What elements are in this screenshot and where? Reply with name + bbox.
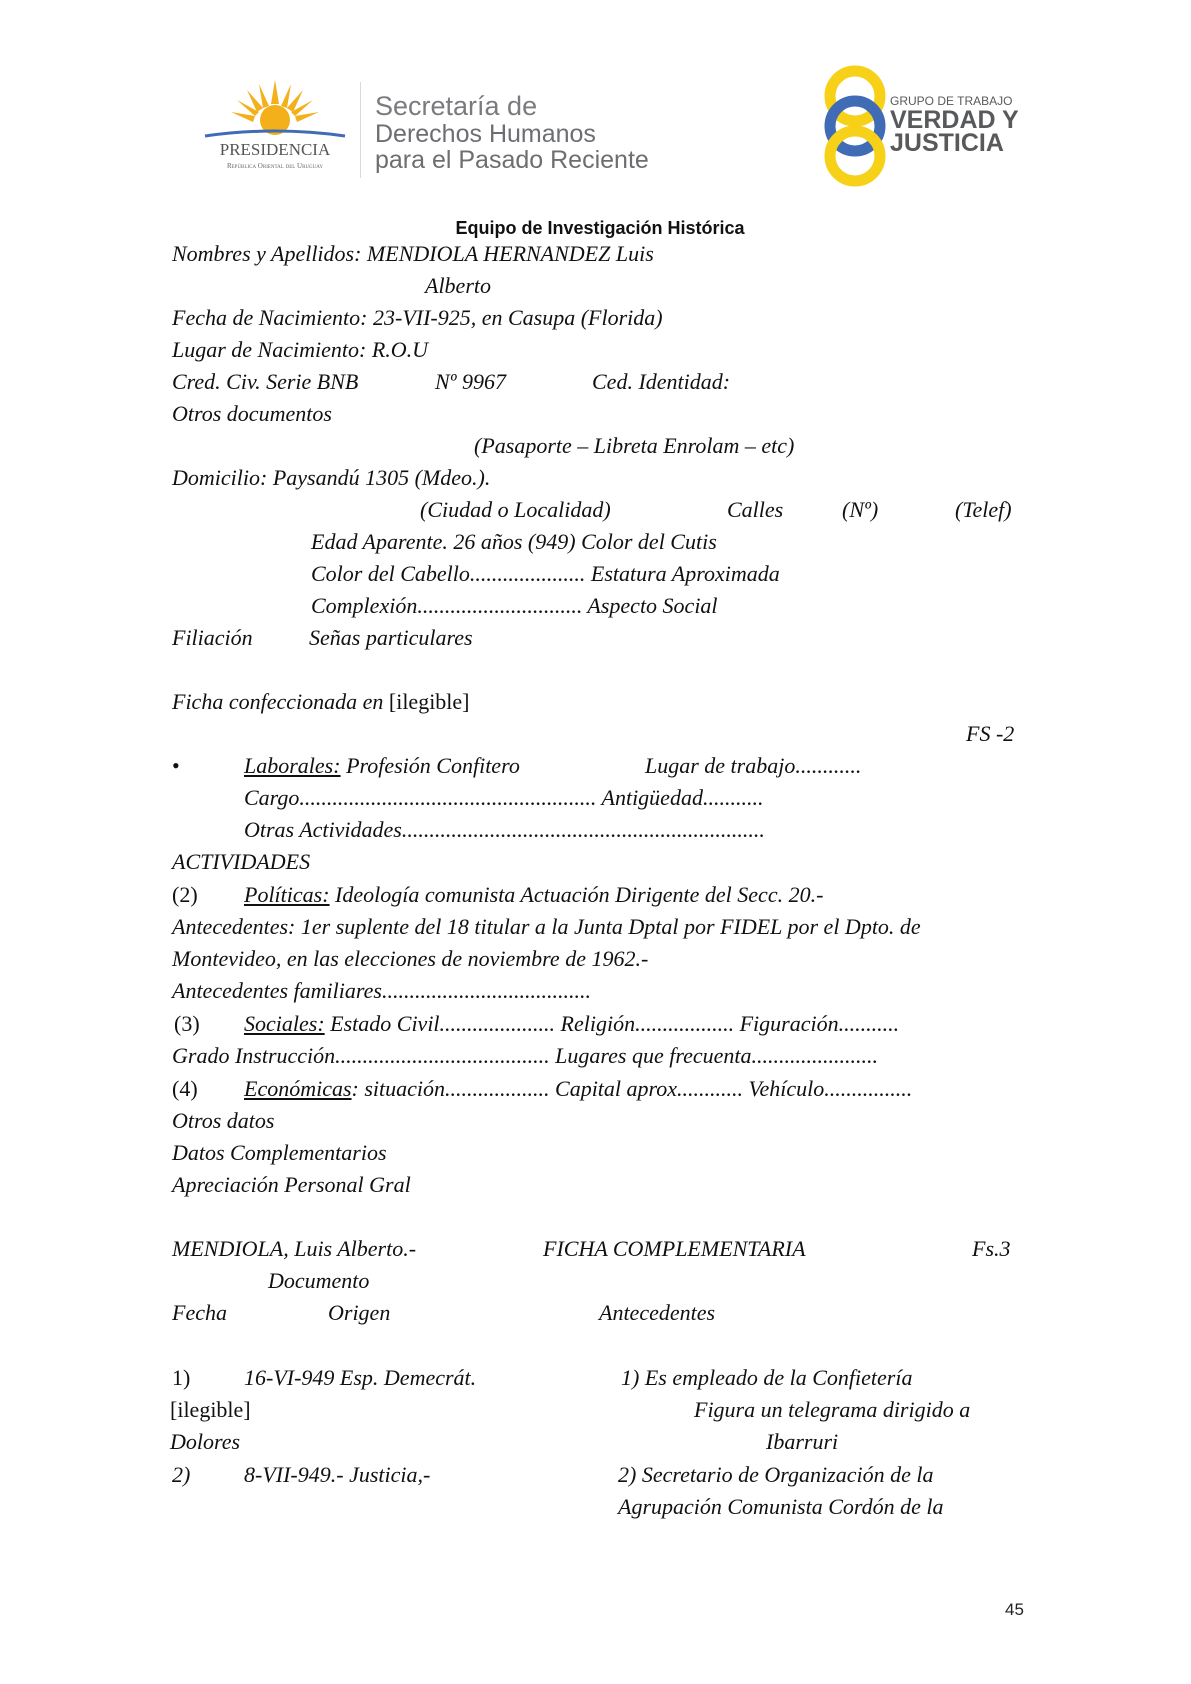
line-lugar-trabajo: Lugar de trabajo............ xyxy=(645,753,862,778)
line-politicas xyxy=(244,882,823,908)
entry1-date-origin: 16-VI-949 Esp. Demecrát. xyxy=(244,1365,477,1390)
line-ciudad: (Ciudad o Localidad) xyxy=(420,497,611,522)
bullet: • xyxy=(172,753,180,778)
secretaria-line1: Secretaría de xyxy=(375,91,538,121)
sun-emblem-icon xyxy=(195,78,355,148)
col-origen: Origen xyxy=(328,1300,391,1325)
line-grado-instruccion: Grado Instrucción....................................... Lugares que frecuenta....................... xyxy=(172,1043,878,1068)
gt-line3: JUSTICIA xyxy=(890,129,1004,157)
line-datos-complementarios: Datos Complementarios xyxy=(172,1140,387,1165)
politicas-label: Políticas: xyxy=(244,882,330,907)
line-telef: (Telef) xyxy=(955,497,1012,522)
line-sociales xyxy=(244,1011,899,1037)
line-economicas xyxy=(244,1076,912,1102)
line-cred-civ: Cred. Civ. Serie BNB xyxy=(172,369,359,394)
entry2-date-origin: 8-VII-949.- Justicia,- xyxy=(244,1462,431,1487)
col-fecha: Fecha xyxy=(172,1300,227,1325)
line-senas: Señas particulares xyxy=(309,625,473,650)
line-montevideo: Montevideo, en las elecciones de noviembre de 1962.- xyxy=(172,946,649,971)
ficha-confeccionada-label: Ficha confeccionada en xyxy=(172,689,389,714)
entry1-num: 1) xyxy=(172,1365,191,1390)
ficha-subject: MENDIOLA, Luis Alberto.- xyxy=(172,1236,417,1261)
num-3: (3) xyxy=(174,1011,200,1036)
line-antecedentes: Antecedentes: 1er suplente del 18 titular a la Junta Dptal por FIDEL por el Dpto. de xyxy=(172,914,921,939)
line-fecha-nac: Fecha de Nacimiento: 23-VII-925, en Casupa (Florida) xyxy=(172,305,663,330)
line-otros-docs: Otros documentos xyxy=(172,401,332,426)
interlinked-rings-icon xyxy=(810,62,900,190)
ficha-complementaria-title: FICHA COMPLEMENTARIA xyxy=(543,1236,806,1261)
line-numero: (Nº) xyxy=(842,497,879,522)
economicas-label: Económicas xyxy=(244,1076,352,1101)
line-calles: Calles xyxy=(727,497,784,522)
entry2-num: 2) xyxy=(172,1462,191,1487)
line-actividades: ACTIVIDADES xyxy=(172,849,311,874)
line-apreciacion: Apreciación Personal Gral xyxy=(172,1172,411,1197)
line-antecedentes-familiares: Antecedentes familiares...................................... xyxy=(172,978,591,1003)
sociales-label: Sociales: xyxy=(244,1011,325,1036)
entry1-ilegible: [ilegible] xyxy=(170,1397,251,1422)
entry1-dolores: Dolores xyxy=(170,1429,241,1454)
line-otros-datos: Otros datos xyxy=(172,1108,275,1133)
presidencia-name: PRESIDENCIA xyxy=(219,140,331,159)
header-divider xyxy=(360,82,361,178)
entry2-antecedent-cont: Agrupación Comunista Cordón de la xyxy=(618,1494,944,1519)
line-filiacion: Filiación xyxy=(172,625,253,650)
entry1-antecedent: 1) Es empleado de la Confietería xyxy=(621,1365,913,1390)
secretaria-line3: para el Pasado Reciente xyxy=(375,146,649,174)
entry1-telegrama: Figura un telegrama dirigido a xyxy=(694,1397,971,1422)
num-4: (4) xyxy=(172,1076,198,1101)
team-heading: Equipo de Investigación Histórica xyxy=(455,218,745,238)
line-cargo: Cargo...................................................... Antigüedad........... xyxy=(244,785,764,810)
col-antecedentes: Antecedentes xyxy=(599,1300,716,1325)
gt-line1: GRUPO DE TRABAJO xyxy=(890,94,1013,108)
gt-line2: VERDAD Y xyxy=(890,106,1019,134)
col-documento: Documento xyxy=(268,1268,370,1293)
economicas-text: : situación................... Capital aprox............ Vehículo................ xyxy=(351,1076,913,1101)
line-ced-identidad: Ced. Identidad: xyxy=(592,369,731,394)
line-complexion: Complexión.............................. Aspecto Social xyxy=(311,593,718,618)
line-nombres-cont: Alberto xyxy=(425,273,491,298)
entry1-ibarruri: Ibarruri xyxy=(766,1429,839,1454)
line-pasaporte: (Pasaporte – Libreta Enrolam – etc) xyxy=(474,433,795,458)
line-edad: Edad Aparente. 26 años (949) Color del Cutis xyxy=(311,529,717,554)
line-nombres: Nombres y Apellidos: MENDIOLA HERNANDEZ Luis xyxy=(172,241,654,266)
laborales-label: Laborales: xyxy=(244,753,341,778)
line-lugar-nac: Lugar de Nacimiento: R.O.U xyxy=(172,337,429,362)
line-domicilio: Domicilio: Paysandú 1305 (Mdeo.). xyxy=(172,465,491,490)
page-number: 45 xyxy=(1005,1600,1024,1619)
presidencia-subtitle: República Oriental del Uruguay xyxy=(226,162,324,170)
politicas-text: Ideología comunista Actuación Dirigente del Secc. 20.- xyxy=(329,882,824,907)
line-cabello: Color del Cabello..................... Estatura Aproximada xyxy=(311,561,780,586)
laborales-text: Profesión Confitero xyxy=(340,753,520,778)
ilegible-mark: [ilegible] xyxy=(388,689,470,714)
entry2-antecedent: 2) Secretario de Organización de la xyxy=(618,1462,934,1487)
sociales-text: Estado Civil..................... Religión.................. Figuración........... xyxy=(324,1011,900,1036)
secretaria-line2: Derechos Humanos xyxy=(375,120,596,148)
line-ficha-confeccionada xyxy=(172,689,470,715)
line-otras-actividades: Otras Actividades.................................................................. xyxy=(244,817,765,842)
verdad-justicia-logo xyxy=(810,62,1030,190)
line-cred-num: Nº 9967 xyxy=(435,369,506,394)
num-2: (2) xyxy=(172,882,198,907)
line-laborales xyxy=(244,753,520,779)
page-ref-fs2: FS -2 xyxy=(966,721,1015,746)
page-ref-fs3: Fs.3 xyxy=(972,1236,1011,1261)
presidencia-logo xyxy=(195,78,355,178)
